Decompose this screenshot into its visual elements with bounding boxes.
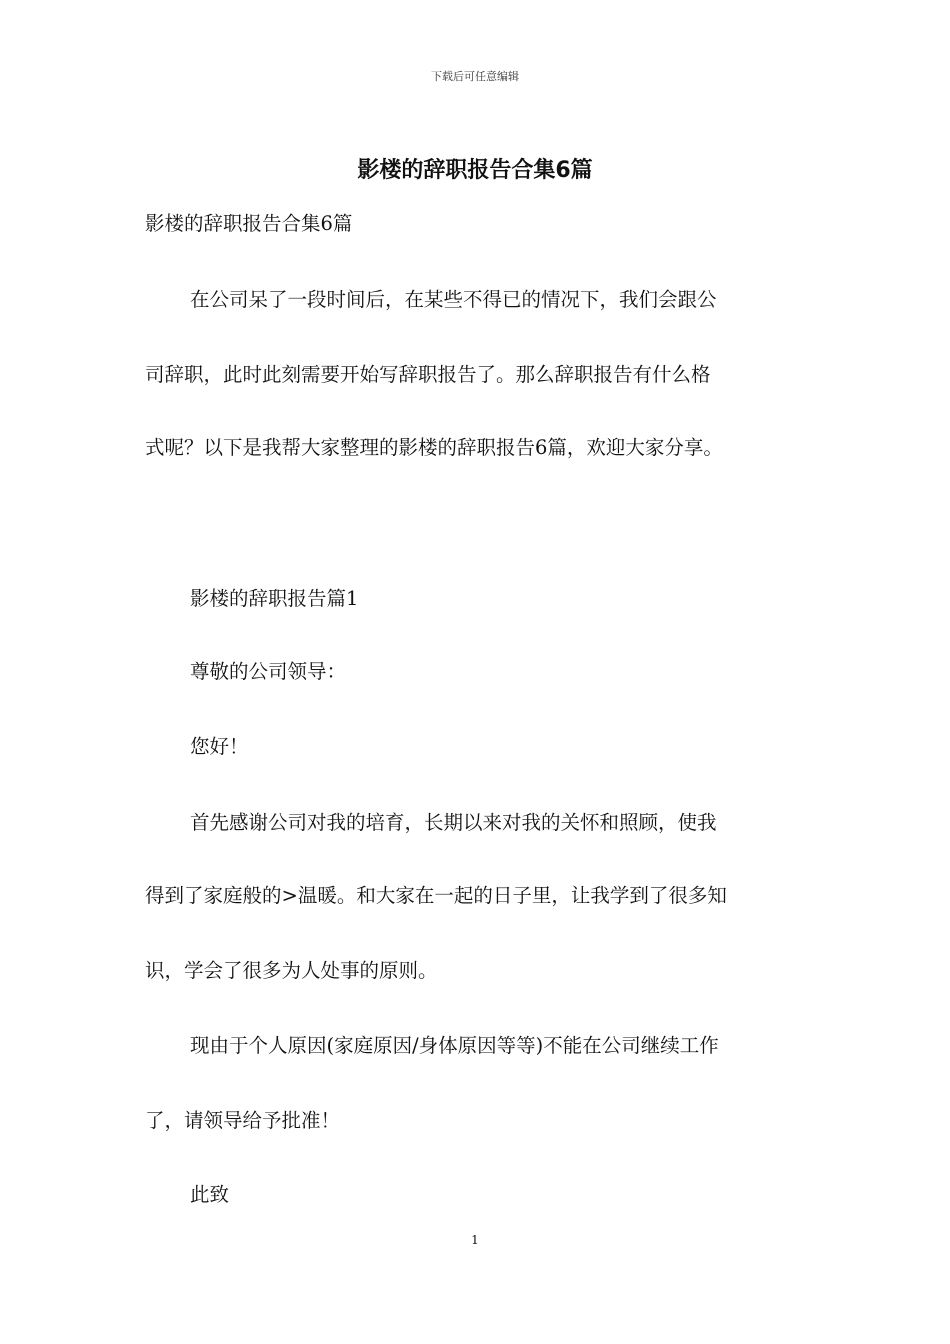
salutation: 尊敬的公司领导： <box>190 660 347 683</box>
document-title: 影楼的辞职报告合集6篇 <box>357 158 593 183</box>
page-number: 1 <box>471 1233 479 1247</box>
document-subtitle: 影楼的辞职报告合集6篇 <box>145 212 353 235</box>
page-header-note: 下载后可任意编辑 <box>431 70 519 83</box>
intro-line-3: 式呢？以下是我帮大家整理的影楼的辞职报告6篇，欢迎大家分享。 <box>145 436 723 459</box>
intro-line-2: 司辞职，此时此刻需要开始写辞职报告了。那么辞职报告有什么格 <box>145 363 711 386</box>
closing: 此致 <box>190 1183 230 1206</box>
intro-line-1: 在公司呆了一段时间后，在某些不得已的情况下，我们会跟公 <box>190 288 717 311</box>
body-para1-line-3: 识，学会了很多为人处事的原则。 <box>145 959 438 982</box>
body-para1-line-1: 首先感谢公司对我的培育，长期以来对我的关怀和照顾，使我 <box>190 811 717 834</box>
greeting: 您好！ <box>190 735 249 758</box>
body-para1-line-2: 得到了家庭般的>温暖。和大家在一起的日子里，让我学到了很多知 <box>145 884 727 907</box>
body-para2-line-2: 了，请领导给予批准！ <box>145 1109 341 1132</box>
body-para2-line-1: 现由于个人原因(家庭原因/身体原因等等)不能在公司继续工作 <box>190 1034 719 1057</box>
section-heading: 影楼的辞职报告篇1 <box>190 587 359 610</box>
